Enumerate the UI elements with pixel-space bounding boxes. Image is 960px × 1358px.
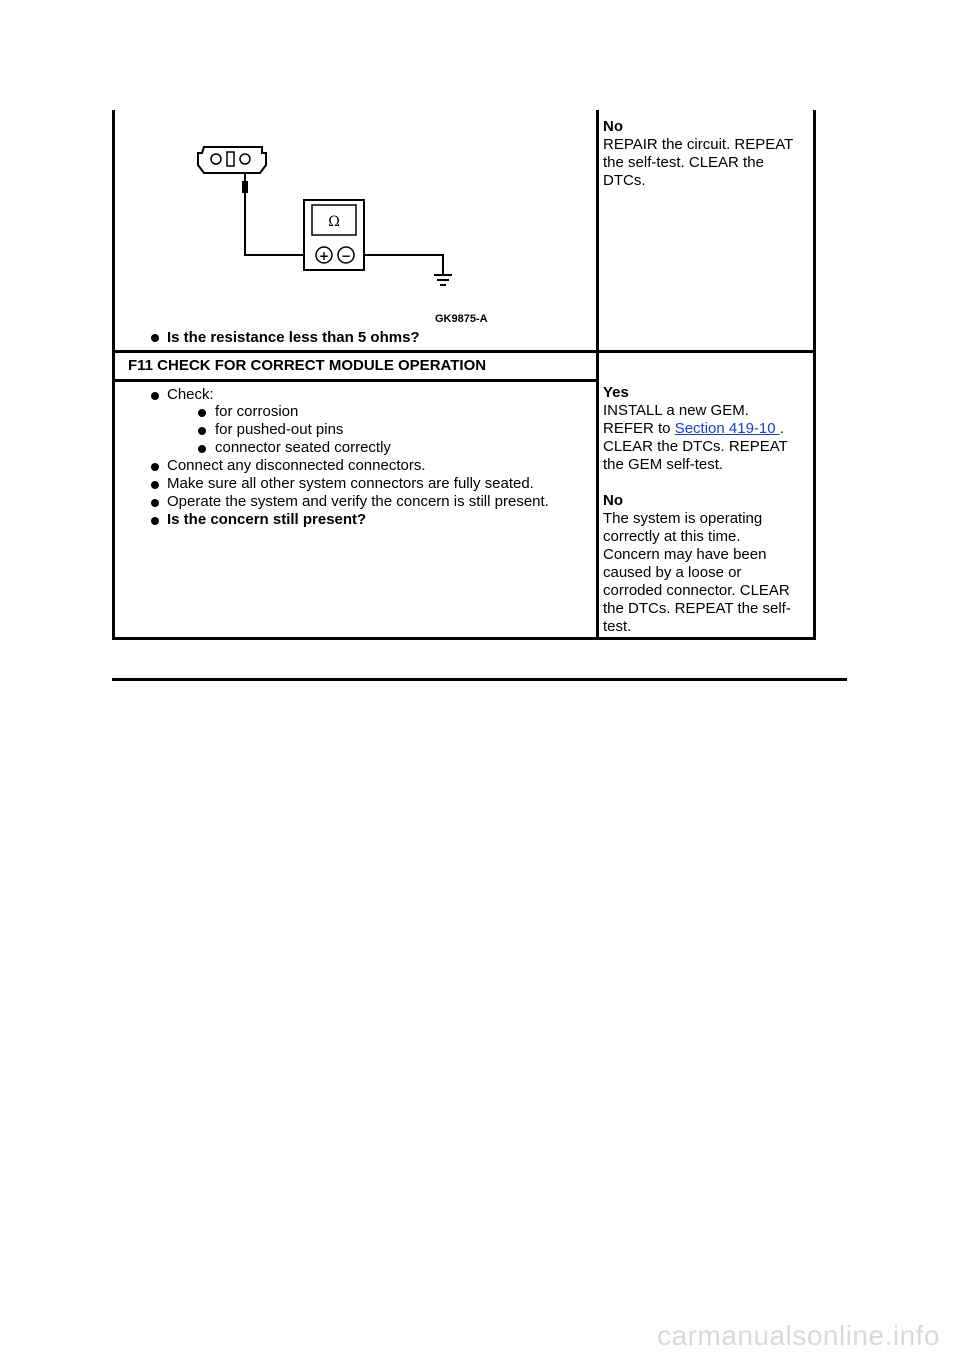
check-item: Make sure all other system connectors are fully seated. (167, 475, 534, 492)
refer-suffix: . (779, 420, 784, 437)
figure-id: GK9875-A (435, 313, 488, 325)
section-link[interactable]: Section 419-10 (674, 420, 780, 437)
bullet-icon (151, 481, 159, 489)
table-column-divider (596, 110, 599, 640)
no-action-line: correctly at this time. (603, 528, 741, 545)
no-action-line: REPAIR the circuit. REPEAT (603, 136, 794, 153)
step-heading: F11 CHECK FOR CORRECT MODULE OPERATION (128, 357, 487, 374)
ohm-symbol: Ω (328, 214, 340, 230)
bullet-icon (198, 445, 206, 453)
table-bottom-border (112, 637, 816, 640)
no-action-line: Concern may have been (603, 546, 767, 563)
check-item: Operate the system and verify the concern is still present. (167, 493, 549, 510)
no-action-line: the DTCs. REPEAT the self- (603, 600, 791, 617)
sub-check-item: for corrosion (215, 403, 299, 420)
no-action-line: caused by a loose or (603, 564, 742, 581)
yes-action-line: CLEAR the DTCs. REPEAT (603, 438, 788, 455)
bullet-icon (151, 517, 159, 525)
ground-icon (434, 275, 452, 285)
table-right-border (813, 110, 816, 640)
yes-refer-line (603, 420, 784, 438)
bullet-icon (198, 427, 206, 435)
check-item: Connect any disconnected connectors. (167, 457, 426, 474)
bullet-icon (151, 499, 159, 507)
no-action-line: the self-test. CLEAR the (603, 154, 764, 171)
plus-terminal-label: + (318, 249, 330, 263)
resistance-test-diagram (190, 135, 500, 330)
yes-action-line: INSTALL a new GEM. (603, 402, 749, 419)
bullet-icon (151, 392, 159, 400)
step-heading-divider (112, 379, 599, 382)
sub-check-item: for pushed-out pins (215, 421, 344, 438)
watermark: carmanualsonline.info (657, 1320, 940, 1351)
yes-heading: Yes (603, 384, 629, 401)
no-action-line: corroded connector. CLEAR (603, 582, 790, 599)
row-divider (112, 350, 816, 353)
ground-wire (364, 255, 443, 275)
sub-check-item: connector seated correctly (215, 439, 391, 456)
no-heading: No (603, 118, 623, 135)
concern-question: Is the concern still present? (167, 511, 367, 528)
no-action-line: test. (603, 618, 632, 635)
no-heading: No (603, 492, 623, 509)
bullet-icon (151, 334, 159, 342)
minus-terminal-label: − (340, 249, 352, 263)
resistance-question: Is the resistance less than 5 ohms? (167, 329, 420, 346)
no-action-line: The system is operating (603, 510, 763, 527)
no-action-line: DTCs. (603, 172, 646, 189)
check-label: Check: (167, 386, 214, 403)
connector-icon (198, 147, 266, 173)
probe-icon (242, 173, 248, 193)
lead-wire (245, 193, 304, 255)
bullet-icon (151, 463, 159, 471)
table-left-border (112, 110, 115, 640)
page-divider (112, 678, 847, 681)
multimeter-icon (304, 200, 364, 270)
yes-action-line: the GEM self-test. (603, 456, 724, 473)
bullet-icon (198, 409, 206, 417)
refer-prefix: REFER to (603, 420, 675, 437)
